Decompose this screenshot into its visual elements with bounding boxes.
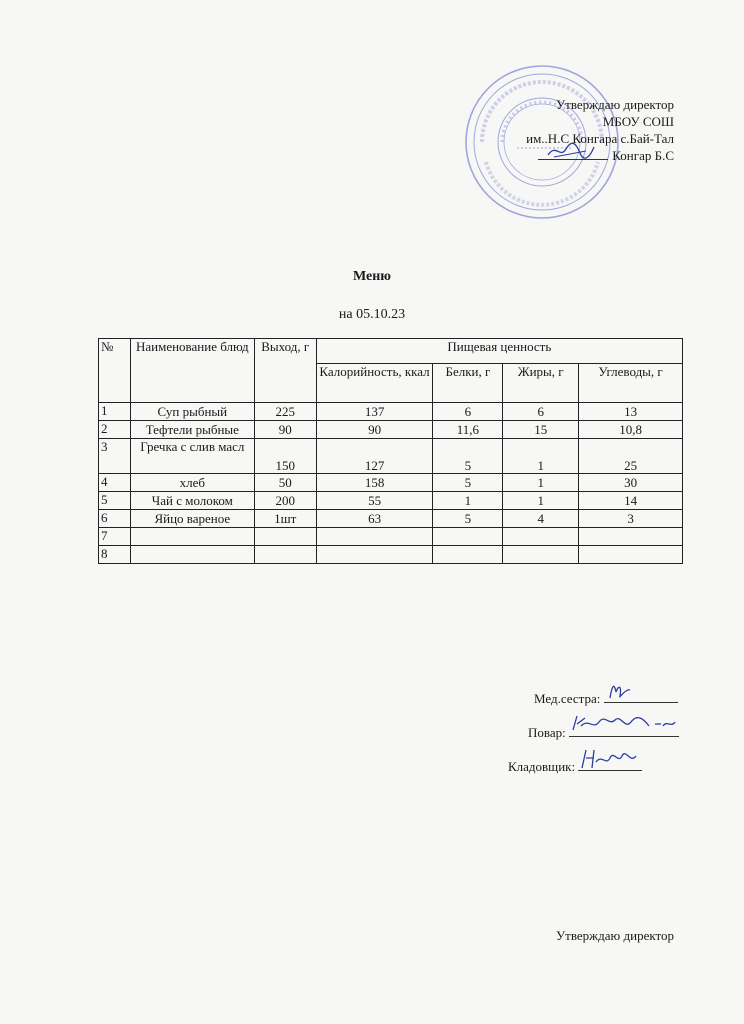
cell-num: 4 [99, 474, 131, 492]
cell-carbs: 13 [579, 403, 683, 421]
cell-protein: 11,6 [433, 421, 503, 439]
cell-num: 7 [99, 528, 131, 546]
cell-calories: 127 [316, 439, 433, 474]
table-row [99, 510, 683, 528]
cook-label: Повар: [528, 725, 566, 740]
cell-calories [316, 546, 433, 564]
storekeeper-signature-line [578, 756, 642, 771]
document-date: на 05.10.23 [338, 307, 406, 322]
storekeeper-signature-row [508, 756, 642, 775]
cook-signature-row [520, 722, 679, 741]
cell-num: 1 [99, 403, 131, 421]
cell-yield [254, 528, 316, 546]
cell-name: Гречка с слив масл [130, 439, 254, 474]
table-row [99, 546, 683, 564]
cell-yield [254, 546, 316, 564]
table-row [99, 439, 683, 474]
cell-fat: 1 [503, 439, 579, 474]
director-name: Конгар Б.С [612, 148, 674, 163]
cell-name: Яйцо вареное [130, 510, 254, 528]
cell-yield: 225 [254, 403, 316, 421]
cell-fat: 6 [503, 403, 579, 421]
cook-signature-line [569, 722, 679, 737]
cell-num: 3 [99, 439, 131, 474]
cell-name: хлеб [130, 474, 254, 492]
cell-carbs [579, 546, 683, 564]
director-signature-line [538, 147, 608, 160]
cell-carbs: 25 [579, 439, 683, 474]
cell-fat: 1 [503, 474, 579, 492]
cell-yield: 200 [254, 492, 316, 510]
cell-num: 5 [99, 492, 131, 510]
menu-table [98, 338, 683, 564]
header-fat: Жиры, г [503, 364, 579, 403]
cell-name [130, 546, 254, 564]
cell-fat: 1 [503, 492, 579, 510]
header-name: Наименование блюд [130, 339, 254, 403]
cell-calories: 158 [316, 474, 433, 492]
approval-line-3: им..Н.С Конгара с.Бай-Тал [526, 131, 674, 146]
cell-protein: 5 [433, 510, 503, 528]
cell-protein [433, 546, 503, 564]
approval-block [526, 96, 674, 164]
table-row [99, 474, 683, 492]
cell-protein: 6 [433, 403, 503, 421]
nurse-signature [604, 678, 644, 702]
cell-num: 6 [99, 510, 131, 528]
cell-calories: 55 [316, 492, 433, 510]
cell-fat [503, 546, 579, 564]
cell-carbs: 30 [579, 474, 683, 492]
cell-protein: 5 [433, 474, 503, 492]
nurse-label: Мед.сестра: [534, 691, 601, 706]
table-row [99, 403, 683, 421]
table-row [99, 528, 683, 546]
menu-body [99, 403, 683, 564]
director-signature [546, 141, 596, 161]
cell-yield: 1шт [254, 510, 316, 528]
cell-name: Чай с молоком [130, 492, 254, 510]
cell-calories: 90 [316, 421, 433, 439]
cell-num: 2 [99, 421, 131, 439]
table-row [99, 492, 683, 510]
header-carbs: Углеводы, г [579, 364, 683, 403]
cell-carbs: 3 [579, 510, 683, 528]
cell-name: Тефтели рыбные [130, 421, 254, 439]
cell-carbs [579, 528, 683, 546]
document-title: Меню [352, 269, 391, 284]
cell-fat: 4 [503, 510, 579, 528]
nurse-signature-line [604, 688, 678, 703]
cell-calories: 63 [316, 510, 433, 528]
cell-yield: 150 [254, 439, 316, 474]
cell-carbs: 10,8 [579, 421, 683, 439]
cell-carbs: 14 [579, 492, 683, 510]
nurse-signature-row [520, 688, 678, 707]
cell-fat [503, 528, 579, 546]
approval-line-4 [526, 147, 674, 164]
cell-name: Суп рыбный [130, 403, 254, 421]
header-yield: Выход, г [254, 339, 316, 403]
cell-num: 8 [99, 546, 131, 564]
cook-signature [569, 712, 679, 736]
cell-name [130, 528, 254, 546]
approval-line-2: МБОУ СОШ [602, 114, 674, 129]
cell-protein: 5 [433, 439, 503, 474]
header-calories: Калорийность, ккал [316, 364, 433, 403]
cell-protein [433, 528, 503, 546]
cell-protein: 1 [433, 492, 503, 510]
storekeeper-label: Кладовщик: [508, 759, 576, 774]
header-protein: Белки, г [433, 364, 503, 403]
cell-yield: 50 [254, 474, 316, 492]
header-row [99, 339, 683, 364]
header-num: № [99, 339, 131, 403]
cell-calories [316, 528, 433, 546]
footer-approval: Утверждаю директор [555, 928, 674, 943]
approval-line-1: Утверждаю директор [555, 97, 674, 112]
cell-fat: 15 [503, 421, 579, 439]
cell-calories: 137 [316, 403, 433, 421]
table-row [99, 421, 683, 439]
storekeeper-signature [578, 746, 642, 772]
cell-yield: 90 [254, 421, 316, 439]
header-nutrition: Пищевая ценность [316, 339, 682, 364]
